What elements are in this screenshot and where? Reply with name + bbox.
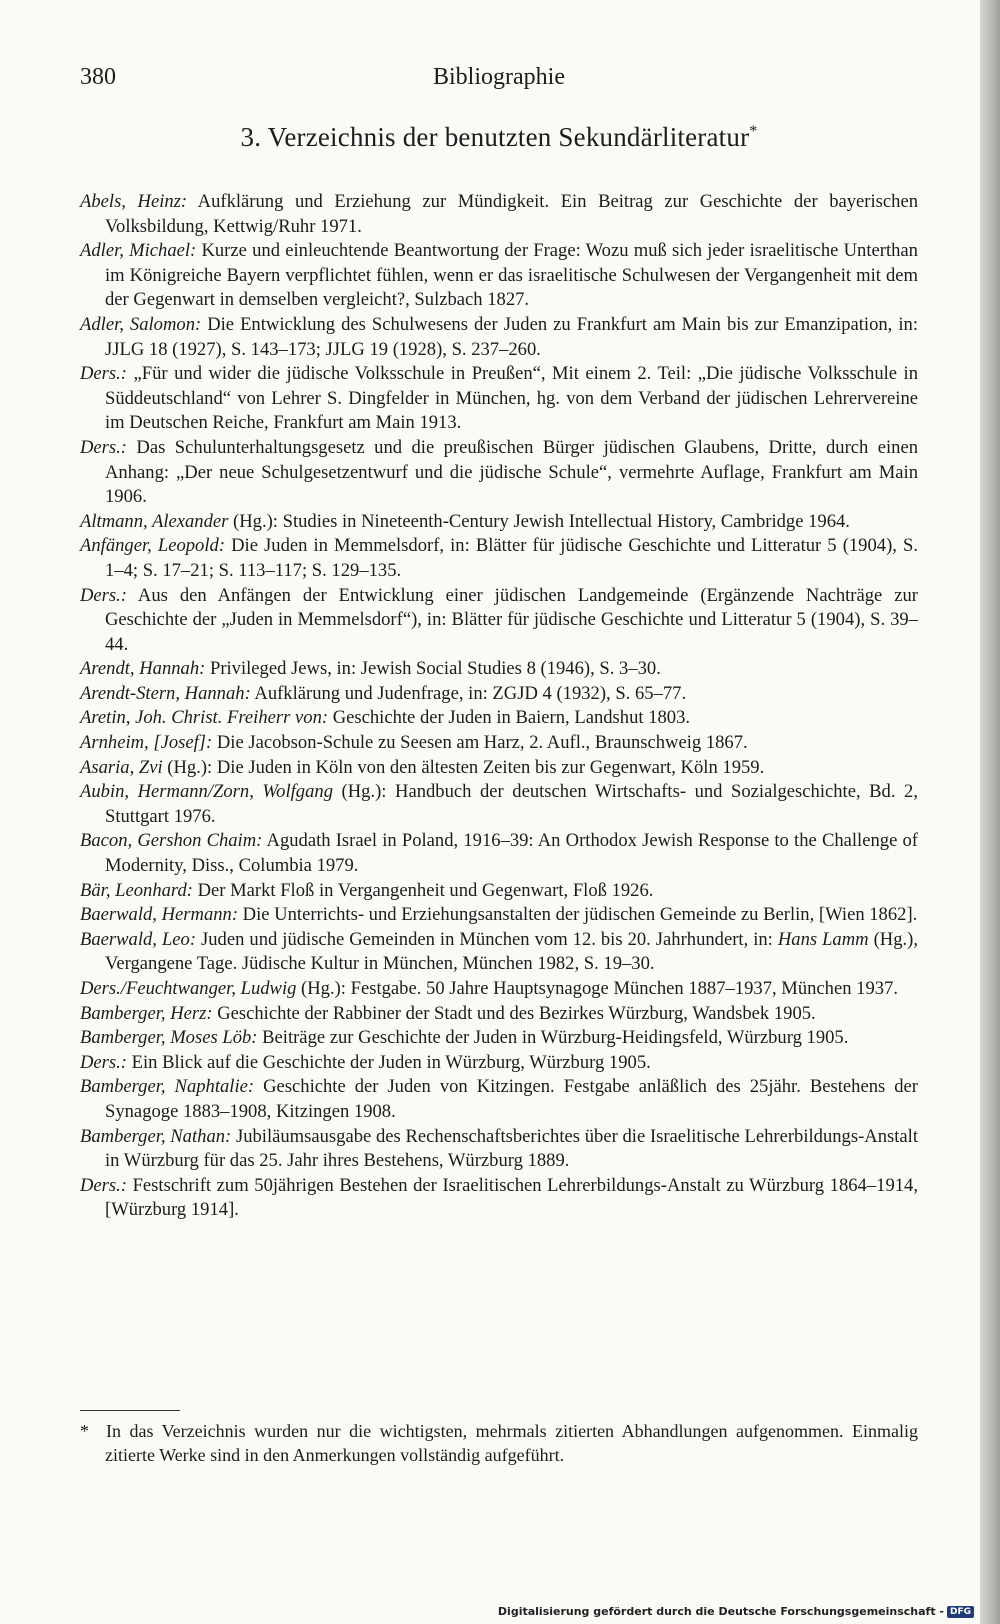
entry-text: Die Jacobson-Schule zu Seesen am Harz, 2. Aufl., Braunschweig 1867.: [212, 732, 748, 754]
entry-text: Kurze und einleuchtende Beantwortung der Frage: Wozu muß sich jeder israelitische Unterthan im Königreiche Bayern verpflichtet fühlen, wenn er das israelitische Schulwesen der Vergangenheit mit dem der Gegenwart in demselben vergleicht?, Sulzbach 1827.: [105, 240, 918, 311]
entry-text: (Hg.): Die Juden in Köln von den ältesten Zeiten bis zur Gegenwart, Köln 1959.: [162, 756, 765, 778]
dfg-logo: DFG: [947, 1606, 974, 1618]
entry-text-continued: (Hg.), Vergangene Tage. Jüdische Kultur in München, München 1982, S. 19–30.: [105, 928, 918, 975]
entry-text: Juden und jüdische Gemeinden in München vom 12. bis 20. Jahrhundert, in:: [196, 928, 778, 950]
entry-text: (Hg.): Festgabe. 50 Jahre Hauptsynagoge München 1887–1937, München 1937.: [296, 978, 899, 999]
section-title-text: 3. Verzeichnis der benutzten Sekundärliteratur: [240, 122, 750, 152]
entry-text: Geschichte der Juden von Kitzingen. Festgabe anläßlich des 25jähr. Bestehens der Synagoge 1883–1908, Kitzingen 1908.: [105, 1076, 919, 1122]
footnote-marker: *: [749, 123, 758, 140]
bibliography-entry: [80, 682, 918, 707]
bibliography-entry: [80, 879, 918, 904]
bibliography-entry: [80, 829, 918, 878]
entry-author: Aretin, Joh. Christ. Freiherr von:: [80, 707, 329, 729]
entry-author: Ders.:: [80, 363, 127, 385]
bibliography-entry: [80, 510, 918, 535]
bibliography-entry: [80, 1026, 918, 1051]
bibliography-entry: [80, 362, 918, 436]
entry-author: Anfänger, Leopold:: [80, 535, 226, 557]
entry-text: Die Entwicklung des Schulwesens der Juden zu Frankfurt am Main bis zur Emanzipation, in: JJLG 18 (1927), S. 143–173; JJLG 19 (1928), S. 237–260.: [105, 313, 918, 360]
entry-text: Das Schulunterhaltungsgesetz und die preußischen Bürger jüdischen Glaubens, Dritte, durch einen Anhang: „Der neue Schulgesetzentwurf und die jüdische Schule“, vermehrte Auflage, Frankfurt am Main 1906.: [105, 436, 918, 508]
running-title: Bibliographie: [433, 64, 565, 90]
bibliography-entry: [80, 706, 918, 731]
entry-text: Aufklärung und Judenfrage, in: ZGJD 4 (1932), S. 65–77.: [250, 682, 687, 704]
bibliography-entry: [80, 977, 918, 1002]
entry-author: Baerwald, Leo:: [80, 928, 197, 950]
entry-author: Ders.:: [80, 1174, 127, 1196]
bibliography-entry: [80, 584, 918, 658]
entry-text: Die Juden in Memmelsdorf, in: Blätter für jüdische Geschichte und Litteratur 5 (1904), S. 1–4; S. 17–21; S. 113–117; S. 129–135.: [105, 535, 918, 581]
bibliography-entry: [80, 534, 918, 583]
entry-author: Aubin, Hermann/Zorn, Wolfgang: [80, 781, 333, 803]
entry-author: Baerwald, Hermann:: [80, 904, 239, 926]
footnote-divider: [80, 1410, 180, 1411]
footnote-text: In das Verzeichnis wurden nur die wichtigsten, mehrmals zitierten Abhandlungen aufgenommen. Einmalig zitierte Werke sind in den Anmerkungen vollständig aufgeführt.: [105, 1421, 919, 1465]
funding-note-text: Digitalisierung gefördert durch die Deutsche Forschungsgemeinschaft -: [497, 1605, 944, 1618]
bibliography-entry: [80, 1002, 918, 1027]
entry-text: Privileged Jews, in: Jewish Social Studies 8 (1946), S. 3–30.: [205, 658, 661, 680]
entry-author: Abels, Heinz:: [80, 191, 188, 212]
entry-author: Ders./Feuchtwanger, Ludwig: [80, 978, 297, 999]
entry-author: Ders.:: [80, 436, 127, 458]
entry-text: „Für und wider die jüdische Volksschule in Preußen“, Mit einem 2. Teil: „Die jüdische Volksschule in Süddeutschland“ von Lehrer S. Dingfelder in München, hg. von dem Verband der jüdischen Lehrervereine im Deutschen Reiche, Frankfurt am Main 1913.: [105, 363, 918, 434]
bibliography-entry: [80, 1075, 918, 1124]
entry-author: Bamberger, Moses Löb:: [80, 1027, 258, 1049]
entry-text: Aus den Anfängen der Entwicklung einer jüdischen Landgemeinde (Ergänzende Nachträge zur Geschichte der „Juden in Memmelsdorf“), in: Blätter für jüdische Geschichte und Litteratur 5 (1904), S. 39–44.: [105, 584, 918, 655]
entry-author: Ders.:: [80, 584, 127, 606]
bibliography-entry: [80, 1174, 918, 1223]
bibliography-entry: [80, 903, 918, 928]
entry-editor: Hans Lamm: [777, 928, 869, 950]
entry-text: Die Unterrichts- und Erziehungsanstalten der jüdischen Gemeinde zu Berlin, [Wien 1862].: [238, 904, 918, 926]
footnote-mark: *: [80, 1421, 89, 1441]
entry-author: Bär, Leonhard:: [80, 879, 193, 901]
entry-author: Bacon, Gershon Chaim:: [80, 830, 263, 852]
bibliography-entry: [80, 928, 918, 977]
entry-author: Adler, Michael:: [80, 240, 197, 262]
entry-text: Agudath Israel in Poland, 1916–39: An Orthodox Jewish Response to the Challenge of Modernity, Diss., Columbia 1979.: [105, 830, 918, 877]
bibliography-entry: [80, 1125, 918, 1174]
entry-author: Bamberger, Naphtalie:: [80, 1076, 255, 1098]
entry-author: Arendt, Hannah:: [80, 658, 206, 680]
book-page-edge: [980, 0, 1000, 1624]
entry-author: Arnheim, [Josef]:: [80, 732, 213, 754]
entry-author: Asaria, Zvi: [80, 756, 163, 778]
entry-text: Aufklärung und Erziehung zur Mündigkeit. Ein Beitrag zur Geschichte der bayerischen Volksbildung, Kettwig/Ruhr 1971.: [105, 191, 918, 237]
bibliography-entry: [80, 657, 918, 682]
bibliography-list: [80, 190, 918, 1223]
entry-author: Altmann, Alexander: [80, 510, 229, 532]
bibliography-entry: [80, 1051, 918, 1076]
bibliography-entry: [80, 239, 918, 313]
entry-text: Geschichte der Juden in Baiern, Landshut 1803.: [328, 707, 691, 729]
entry-text: Festschrift zum 50jährigen Bestehen der Israelitischen Lehrerbildungs-Anstalt zu Würzburg 1864–1914, [Würzburg 1914].: [105, 1174, 918, 1221]
footnote: [80, 1419, 918, 1467]
page-number: 380: [80, 64, 116, 90]
entry-author: Bamberger, Herz:: [80, 1002, 213, 1024]
section-title: [80, 122, 918, 153]
bibliography-entry: [80, 436, 918, 510]
entry-text: Beiträge zur Geschichte der Juden in Würzburg-Heidingsfeld, Würzburg 1905.: [257, 1027, 849, 1049]
entry-text: Ein Blick auf die Geschichte der Juden in Würzburg, Würzburg 1905.: [127, 1051, 651, 1073]
entry-author: Arendt-Stern, Hannah:: [80, 682, 251, 704]
entry-author: Ders.:: [80, 1051, 127, 1073]
entry-text: (Hg.): Handbuch der deutschen Wirtschafts- und Sozialgeschichte, Bd. 2, Stuttgart 1976.: [105, 781, 919, 827]
page-header: [80, 64, 918, 98]
bibliography-entry: [80, 731, 918, 756]
bibliography-entry: [80, 756, 918, 781]
bibliography-entry: [80, 190, 918, 239]
bibliography-entry: [80, 780, 918, 829]
entry-author: Bamberger, Nathan:: [80, 1125, 232, 1147]
entry-text: Geschichte der Rabbiner der Stadt und des Bezirkes Würzburg, Wandsbek 1905.: [212, 1002, 816, 1024]
entry-text: Jubiläumsausgabe des Rechenschaftsberichtes über die Israelitische Lehrerbildungs-Anstalt in Würzburg für das 25. Jahr ihres Bestehens, Würzburg 1889.: [105, 1125, 918, 1172]
bibliography-entry: [80, 313, 918, 362]
entry-text: (Hg.): Studies in Nineteenth-Century Jewish Intellectual History, Cambridge 1964.: [228, 510, 850, 532]
entry-author: Adler, Salomon:: [80, 313, 202, 335]
funding-note: [498, 1605, 974, 1618]
entry-text: Der Markt Floß in Vergangenheit und Gegenwart, Floß 1926.: [192, 879, 654, 901]
